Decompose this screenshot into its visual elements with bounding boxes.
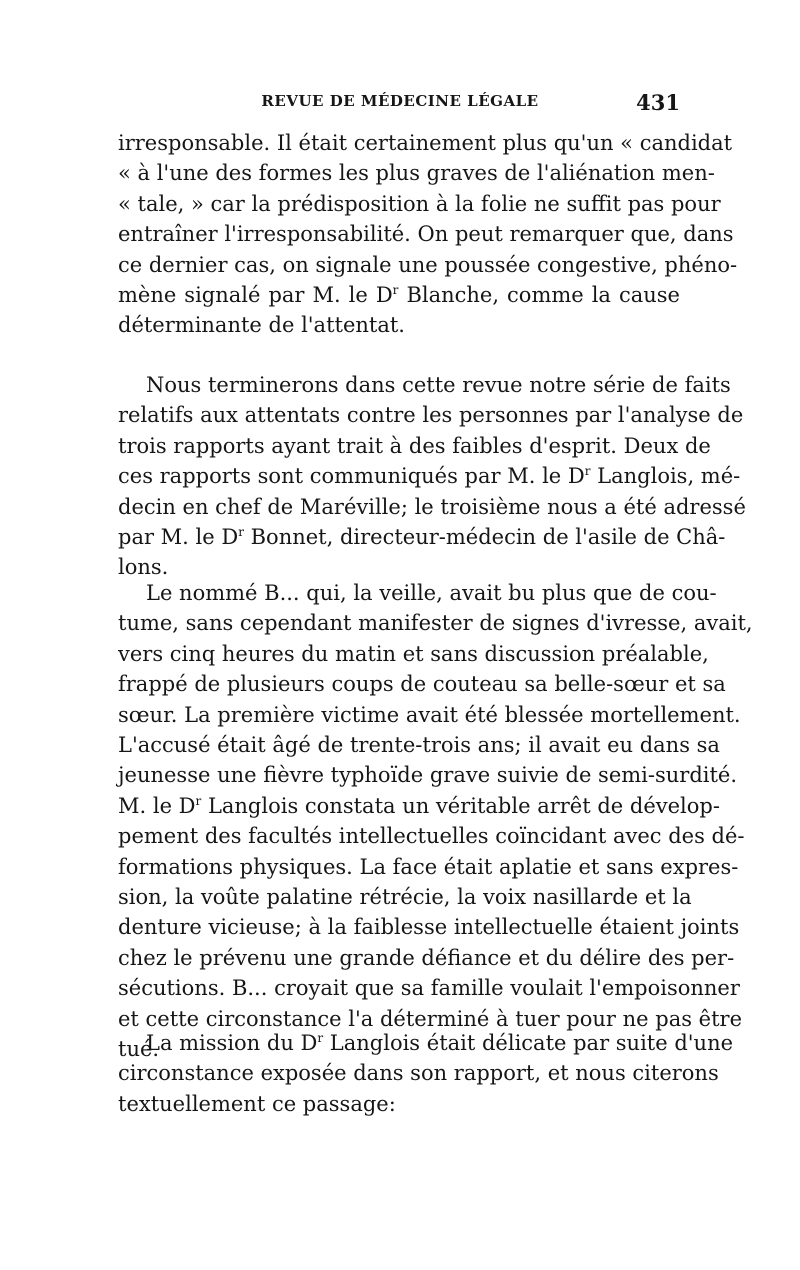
text-segment: Langlois constata un véritable arrêt de dévelop- bbox=[201, 794, 720, 818]
text-segment: La mission du D bbox=[146, 1031, 318, 1055]
text-segment: Langlois, mé- bbox=[590, 464, 741, 488]
text-line: « tale, » car la prédisposition à la folie ne suffit pas pour bbox=[118, 192, 721, 216]
text-line: decin en chef de Maréville; le troisième nous a été adressé bbox=[118, 495, 746, 519]
text-line: jeunesse une fièvre typhoïde grave suivie de semi-surdité. bbox=[118, 763, 738, 787]
text-line: vers cinq heures du matin et sans discussion préalable, bbox=[118, 642, 709, 666]
text-segment: mène signalé par M. le D bbox=[118, 283, 393, 307]
text-segment: Bonnet, directeur-médecin de l'asile de Châ- bbox=[243, 525, 726, 549]
text-line: lons. bbox=[118, 555, 169, 579]
text-line: trois rapports ayant trait à des faibles d'esprit. Deux de bbox=[118, 434, 711, 458]
text-line: et cette circonstance l'a déterminé à tuer pour ne pas être bbox=[118, 1007, 743, 1031]
text-segment: Langlois était délicate par suite d'une bbox=[323, 1031, 734, 1055]
text-line bbox=[118, 791, 720, 821]
running-title: REVUE DE MÉDECINE LÉGALE bbox=[261, 92, 539, 110]
text-segment: ces rapports sont communiqués par M. le D bbox=[118, 464, 585, 488]
text-segment: Blanche, comme la cause bbox=[398, 283, 680, 307]
text-line: irresponsable. Il était certainement plus qu'un « candidat bbox=[118, 131, 733, 155]
text-line: Le nommé B... qui, la veille, avait bu plus que de cou- bbox=[146, 581, 717, 605]
text-line: pement des facultés intellectuelles coïncidant avec des dé- bbox=[118, 824, 745, 848]
superscript: r bbox=[317, 1031, 324, 1045]
text-line: sion, la voûte palatine rétrécie, la voix nasillarde et la bbox=[118, 885, 692, 909]
text-line: Nous terminerons dans cette revue notre série de faits bbox=[146, 373, 731, 397]
text-line: formations physiques. La face était aplatie et sans expres- bbox=[118, 855, 739, 879]
text-line bbox=[118, 522, 726, 552]
text-line: frappé de plusieurs coups de couteau sa belle-sœur et sa bbox=[118, 672, 726, 696]
page-number: 431 bbox=[636, 90, 680, 115]
text-line bbox=[118, 461, 741, 491]
superscript: r bbox=[392, 283, 399, 297]
text-segment: M. le D bbox=[118, 794, 196, 818]
text-line: chez le prévenu une grande défiance et du délire des per- bbox=[118, 946, 735, 970]
text-line: sécutions. B... croyait que sa famille voulait l'empoisonner bbox=[118, 976, 740, 1000]
text-line bbox=[118, 280, 680, 310]
text-line: relatifs aux attentats contre les personnes par l'analyse de bbox=[118, 403, 744, 427]
text-line bbox=[146, 1028, 734, 1058]
superscript: r bbox=[238, 525, 244, 539]
text-line: tué. bbox=[118, 1037, 160, 1061]
text-line: ce dernier cas, on signale une poussée congestive, phéno- bbox=[118, 253, 738, 277]
superscript: r bbox=[195, 794, 202, 808]
superscript: r bbox=[584, 464, 591, 478]
text-line: L'accusé était âgé de trente-trois ans; il avait eu dans sa bbox=[118, 733, 720, 757]
text-line: circonstance exposée dans son rapport, et nous citerons bbox=[118, 1061, 719, 1085]
page-header bbox=[120, 90, 680, 120]
text-line: déterminante de l'attentat. bbox=[118, 313, 405, 337]
text-segment: par M. le D bbox=[118, 525, 239, 549]
text-line: « à l'une des formes les plus graves de l'aliénation men- bbox=[118, 161, 715, 185]
text-line: entraîner l'irresponsabilité. On peut remarquer que, dans bbox=[118, 222, 734, 246]
text-line: textuellement ce passage: bbox=[118, 1092, 396, 1116]
text-line: sœur. La première victime avait été blessée mortellement. bbox=[118, 703, 741, 727]
text-line: tume, sans cependant manifester de signes d'ivresse, avait, bbox=[118, 611, 753, 635]
text-line: denture vicieuse; à la faiblesse intellectuelle étaient joints bbox=[118, 915, 740, 939]
